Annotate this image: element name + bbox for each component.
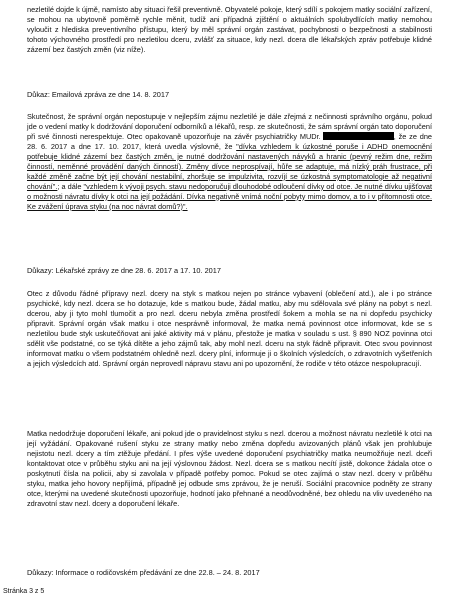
- evidence-line-handover-info: Důkazy: Informace o rodičovském předávání ze dne 22.8. – 24. 8. 2017: [27, 568, 260, 577]
- underlined-quote-psychiatrist: "dívka vzhledem k úzkostné poruše i ADHD onemocnění potřebuje klidné zázemí bez častých změn, je nutné dodržování nastavených návyků a hranic (pevný režim dne, režim činností, neměnné provádění daných činností). Změny dívce neprospívají, hůře se adaptuje, má nízký práh frustrace, při každé změně začne být její chování nestabilní, zhoršuje se impulzivita, rozvíjí se úzkostná symptomatologie až negativní chování".: [27, 141, 432, 191]
- evidence-line-medical-reports: Důkazy: Lékařské zprávy ze dne 28. 6. 2017 a 17. 10. 2017: [27, 266, 221, 275]
- redaction-bar: [323, 132, 394, 140]
- underlined-quote-recommendation: "vzhledem k vývoji psych. stavu nedoporučuji dlouhodobé odloučení dívky od otce. Je nutné dívku ujišťovat o možnosti návratu dívky k otci na její požádání. Dívka negativně vnímá noční pobyty mimo domov, a to i v přítomnosti otce. Ke zvážení úprava styku (na noc návrat domů?)".: [27, 181, 432, 211]
- paragraph-text-segment: ; a dále: [57, 181, 84, 191]
- page-number: Stránka 3 z 5: [3, 588, 45, 595]
- paragraph-text-segment: Skutečnost, že správní orgán nepostupuje v nejlepším zájmu nezletilé je dále zřejmá z nečinnosti správního orgánu, pokud jde o vedení matky k dodržování doporučení odborníků a lékařů, resp. ze skutečnosti, že sám správní orgán tato doporučení při své činnosti nerespektuje. Otec opakovaně upozorňuje na závěr psychiatričky MUDr.: [27, 112, 432, 141]
- paragraph-text-segment: , že ze dne 28. 6. 2017 a dne 17. 10. 2017, která uvedla výslovně, že: [27, 131, 432, 151]
- paragraph-father-preparation: Otec z důvodu řádné přípravy nezl. dcery na styk s matkou nejen po stránce vybavení (oblečení atd.), ale i po stránce psychické, kdy nezl. dcera se ho dotazuje, kde s matkou bude, žádal matku, aby mu sdělovala své plány na pobyt s nezl. dcerou, aby ji tyto mohl tlumočit a pro nezl. dceru nebyla změna prostředí šokem a mohla se na ni dopředu psychicky připravit. Správní orgán však matku i otce nesprávně informoval, že matka nemá povinnost otce informovat, kde se s nezletilou bude styk uskutečňovat ani jaké aktivity má v plánu, přestože je matka v souladu s ust. § 890 NOZ povinna otci sdělit vše podstatné, co se týká dítěte a jeho zájmů tak, aby mohl nezl. dceru na styk řádně připravit. Otec svou povinnost informovat matku o všem podstatném ohledně nezl. dcery plní, informuje ji o školních výsledcích, o zdravotních vyšetřeních a jejich výsledcích atd. Správní orgán neprovedl nápravu stavu ani po upozornění, že rodiče v této otázce nespolupracují.: [27, 289, 432, 368]
- paragraph-medical-recommendations: [27, 112, 432, 212]
- paragraph-accommodation-risk: nezletilé dojde k újmě, namísto aby situaci řešil preventivně. Obyvatelé pokoje, který sdílí s pokojem matky sociální zařízení, se mohou na ubytovně poměrně rychle měnit, tudíž ani případná zjištění o aktuálních spolubydlících matky nemohou vyloučit z hlediska preventivního přístupu, který by měl správní orgán zastávat, pochybnosti o bezpečnosti a stabilnosti tohoto výchovného prostředí pro nezletilou dceru, zvlášť za situace, kdy nezl. dcera dle lékařských zpráv potřebuje klidné zázemí bez častých změn (viz níže).: [27, 5, 432, 54]
- paragraph-mother-noncompliance: Matka nedodržuje doporučení lékaře, ani pokud jde o pravidelnost styku s nezl. dcerou a možnost návratu nezletilé k otci na její vyžádání. Opakované rušení styku ze strany matky nebo změna dopředu avizovaných plánů však jen prohlubuje nejistotu nezl. dcery a tím ztěžuje předání. I přes výše uvedené doporučení psychiatričky matka neumožňuje nezl. dceři kontaktovat otce v průběhu styku ani na její výslovnou žádost. Nezl. dcera se s matkou necítí jistě, dokonce žádala otce o poskytnutí čísla na policii, aby si zavolala v případě potřeby pomoc. Pokud se otec zajímá o stav nezl. dcery v průběhu styku, matka jeho hovory nepřijímá, případně jej odbude sms zprávou, že je neruší. Sociální pracovnice podněty ze strany otce, kterými na uvedené skutečnosti upozorňuje, hodnotí jako přehnané a neodůvodněné, bez ohledu na vliv uvedeného na zdravotní stav nezl. dcery a doporučení lékaře.: [27, 429, 432, 508]
- evidence-line-email: Důkaz: Emailová zpráva ze dne 14. 8. 2017: [27, 90, 170, 99]
